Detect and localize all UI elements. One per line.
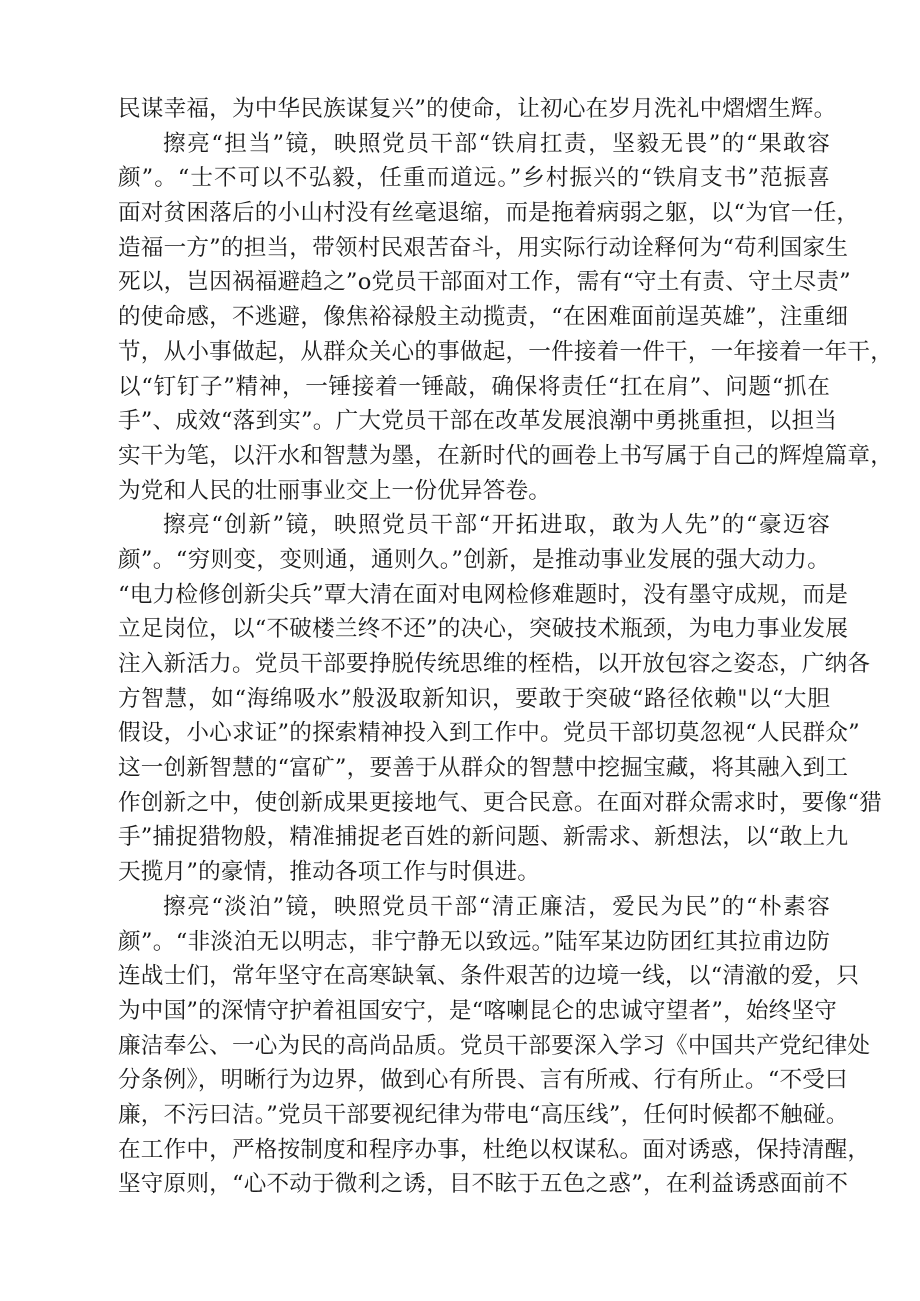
text-line: 为党和人民的壮丽事业交上一份优异答卷。: [118, 477, 552, 504]
text-line: 作创新之中，使创新成果更接地气、更合民意。在面对群众需求时，要像“猎: [118, 789, 882, 816]
text-line: 为中国”的深情守护着祖国安宁，是“喀喇昆仑的忠诚守望者”，始终坚守: [118, 997, 838, 1024]
document-body: [118, 92, 893, 1202]
text-line: 颜”。“非淡泊无以明志，非宁静无以致远。”陆军某边防团红其拉甫边防: [118, 928, 830, 955]
text-line: 假设，小心求证”的探索精神投入到工作中。党员干部切莫忽视“人民群众”: [118, 720, 860, 747]
text-line: 实干为笔，以汗水和智慧为墨，在新时代的画卷上书写属于自己的辉煌篇章，: [118, 442, 893, 469]
paragraph-first-line: 擦亮“创新”镜，映照党员干部“开拓进取，敢为人先”的“豪迈容: [163, 512, 830, 539]
text-line: 颜”。“士不可以不弘毅，任重而道远。”乡村振兴的“铁肩支书”范振喜: [118, 165, 830, 192]
text-line: 廉，不污曰洁。”党员干部要视纪律为带电“高压线”，任何时候都不触碰。: [118, 1101, 849, 1128]
text-line: 的使命感，不逃避，像焦裕禄般主动揽责，“在困难面前逞英雄”，注重细: [118, 304, 849, 331]
text-line: 节，从小事做起，从群众关心的事做起，一件接着一件干，一年接着一年干，: [118, 338, 893, 365]
text-line: 坚守原则，“心不动于微利之诱，目不眩于五色之惑”，在利益诱惑面前不: [118, 1171, 849, 1198]
paragraph-first-line: 擦亮“担当”镜，映照党员干部“铁肩扛责，坚毅无畏”的“果敢容: [163, 130, 830, 157]
text-line: 手”捕捉猎物般，精准捕捉老百姓的新问题、新需求、新想法，以“敢上九: [118, 824, 849, 851]
text-line: 民谋幸福，为中华民族谋复兴”的使命，让初心在岁月洗礼中熠熠生辉。: [118, 96, 837, 122]
text-line: 死以，岂因祸福避趋之”o党员干部面对工作，需有“守土有责、守土尽责”: [118, 269, 851, 296]
text-line: 分条例》，明晰行为边界，做到心有所畏、言有所戒、行有所止。“不受曰: [118, 1067, 848, 1094]
text-line: 手”、成效“落到实”。广大党员干部在改革发展浪潮中勇挑重担，以担当: [118, 408, 838, 435]
text-line: 这一创新智慧的“富矿”，要善于从群众的智慧中挖掘宝藏，将其融入到工: [118, 755, 849, 782]
text-line: 廉洁奉公、一心为民的高尚品质。党员干部要深入学习《中国共产党纪律处: [118, 1032, 871, 1059]
text-line: 立足岗位，以“不破楼兰终不还”的决心，突破技术瓶颈，为电力事业发展: [118, 616, 849, 643]
text-line: 以“钉钉子”精神，一锤接着一锤敲，确保将责任“扛在肩”、问题“抓在: [118, 373, 830, 400]
text-line: 连战士们，常年坚守在高寒缺氧、条件艰苦的边境一线，以“清澈的爱，只: [118, 963, 860, 990]
text-line: 注入新活力。党员干部要挣脱传统思维的桎梏，以开放包容之姿态，广纳各: [118, 651, 871, 677]
text-line: 在工作中，严格按制度和程序办事，杜绝以权谋私。面对诱惑，保持清醒，: [118, 1136, 871, 1163]
paragraph-first-line: 擦亮“淡泊”镜，映照党员干部“清正廉洁，爱民为民”的“朴素容: [163, 893, 830, 920]
text-line: 天揽月”的豪情，推动各项工作与时俱进。: [118, 859, 541, 886]
text-line: 面对贫困落后的小山村没有丝毫退缩，而是拖着病弱之躯，以“为官一任，: [118, 200, 860, 227]
text-line: 颜”。“穷则变，变则通，通则久。”创新，是推动事业发展的强大动力。: [118, 546, 830, 573]
text-line: “电力检修创新尖兵”覃大清在面对电网检修难题时，没有墨守成规，而是: [118, 581, 849, 608]
text-line: 方智慧，如“海绵吸水”般汲取新知识，要敢于突破“路径依赖"以“大胆: [118, 685, 830, 712]
text-line: 造福一方”的担当，带领村民艰苦奋斗，用实际行动诠释何为“苟利国家生: [118, 234, 849, 261]
